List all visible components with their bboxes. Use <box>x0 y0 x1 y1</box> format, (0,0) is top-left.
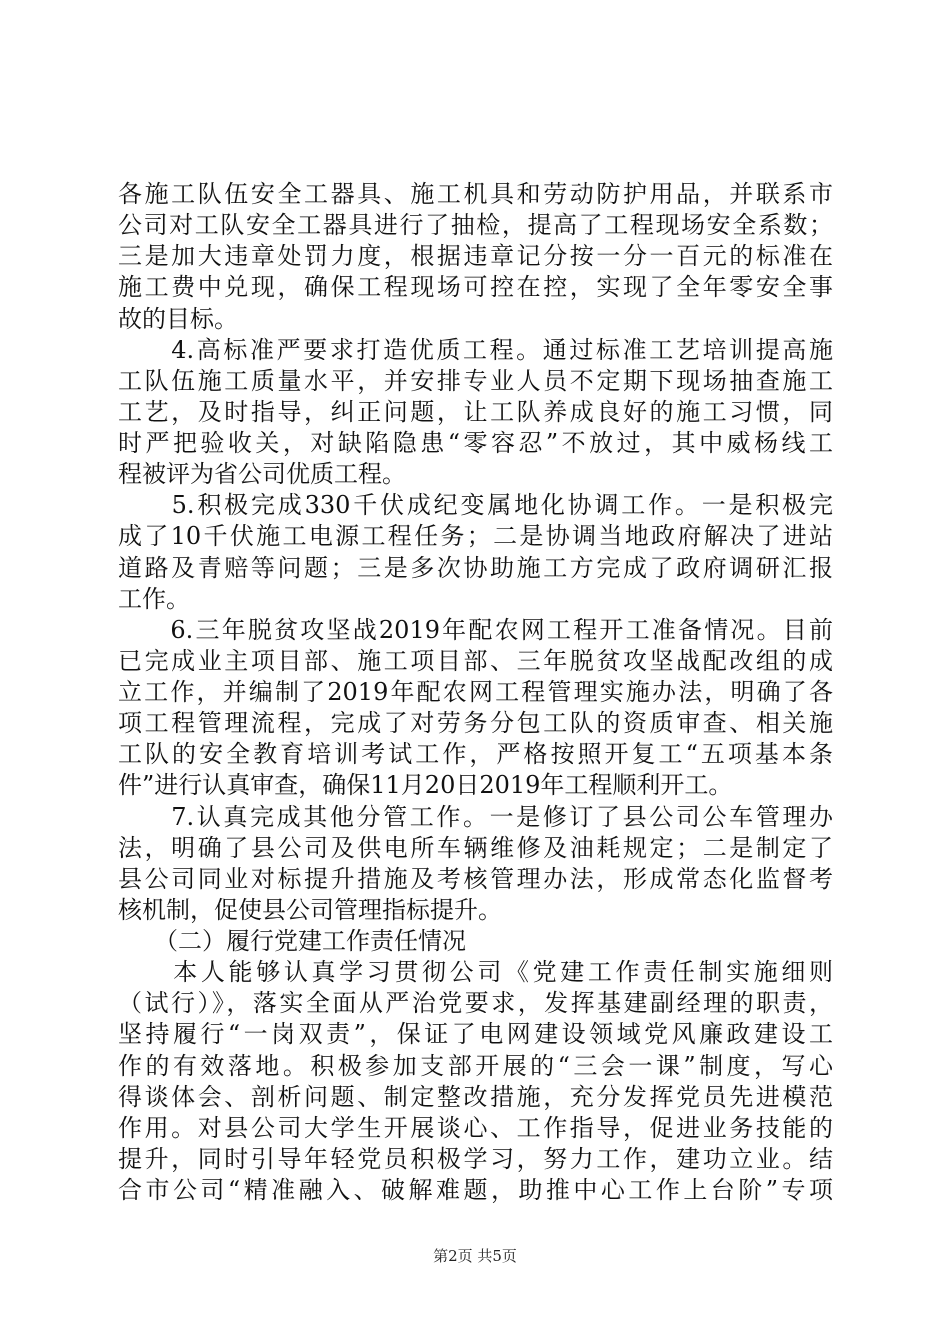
body-text-line: （试行）》，落实全面从严治党要求，发挥基建副经理的职责， <box>118 989 833 1017</box>
body-text-line: 各施工队伍安全工器具、施工机具和劳动防护用品，并联系市 <box>118 180 833 208</box>
body-text-line: 坚持履行“一岗双责”，保证了电网建设领域党风廉政建设工 <box>118 1020 833 1048</box>
body-text-line: 工艺，及时指导，纠正问题，让工队养成良好的施工习惯，同 <box>118 398 833 426</box>
body-text-line: 工队的安全教育培训考试工作，严格按照开复工“五项基本条 <box>118 740 833 768</box>
body-text-line: 时严把验收关，对缺陷隐患“零容忍”不放过，其中威杨线工 <box>118 429 833 457</box>
body-text-line: 法，明确了县公司及供电所车辆维修及油耗规定；二是制定了 <box>118 834 833 862</box>
body-text-line: 道路及青赔等问题；三是多次协助施工方完成了政府调研汇报 <box>118 554 833 582</box>
body-text-line: 工作。 <box>118 585 190 613</box>
body-text-line: 故的目标。 <box>118 305 238 333</box>
body-text-line: 工队伍施工质量水平，并安排专业人员不定期下现场抽查施工 <box>118 367 833 395</box>
body-text-line: 提升，同时引导年轻党员积极学习，努力工作，建功立业。结 <box>118 1145 833 1173</box>
body-text-line: 施工费中兑现，确保工程现场可控在控，实现了全年零安全事 <box>118 273 833 301</box>
section-item-6-heading: 6.三年脱贫攻坚战2019年配农网工程开工准备情况。目前 <box>118 616 833 644</box>
body-text-line: 成了10千伏施工电源工程任务；二是协调当地政府解决了进站 <box>118 522 833 550</box>
section-item-5-heading: 5.积极完成330千伏成纪变属地化协调工作。一是积极完 <box>118 491 833 519</box>
section-item-7-heading: 7.认真完成其他分管工作。一是修订了县公司公车管理办 <box>118 803 833 831</box>
section-heading-party-building: （二）履行党建工作责任情况 <box>118 927 466 955</box>
body-text-line: 公司对工队安全工器具进行了抽检，提高了工程现场安全系数； <box>118 211 833 239</box>
body-text-line: 件”进行认真审查，确保11月20日2019年工程顺利开工。 <box>118 771 733 799</box>
body-text-line: 作用。对县公司大学生开展谈心、工作指导，促进业务技能的 <box>118 1114 833 1142</box>
body-text-line: 合市公司“精准融入、破解难题，助推中心工作上台阶”专项 <box>118 1176 833 1204</box>
body-text-line: 三是加大违章处罚力度，根据违章记分按一分一百元的标准在 <box>118 242 833 270</box>
body-text-line: 立工作，并编制了2019年配农网工程管理实施办法，明确了各 <box>118 678 833 706</box>
body-text-line: 已完成业主项目部、施工项目部、三年脱贫攻坚战配改组的成 <box>118 647 833 675</box>
body-text-line: 项工程管理流程，完成了对劳务分包工队的资质审查、相关施 <box>118 709 833 737</box>
body-text-line: 程被评为省公司优质工程。 <box>118 460 406 488</box>
body-text-line: 本人能够认真学习贯彻公司《党建工作责任制实施细则 <box>118 958 833 986</box>
body-text-line: 县公司同业对标提升措施及考核管理办法，形成常态化监督考 <box>118 865 833 893</box>
body-text-line: 核机制，促使县公司管理指标提升。 <box>118 896 502 924</box>
section-item-4-heading: 4.高标准严要求打造优质工程。通过标准工艺培训提高施 <box>118 336 833 364</box>
body-text-line: 得谈体会、剖析问题、制定整改措施，充分发挥党员先进模范 <box>118 1083 833 1111</box>
page-number-footer: 第2页 共5页 <box>433 1247 517 1265</box>
body-text-line: 作的有效落地。积极参加支部开展的“三会一课”制度，写心 <box>118 1052 833 1080</box>
